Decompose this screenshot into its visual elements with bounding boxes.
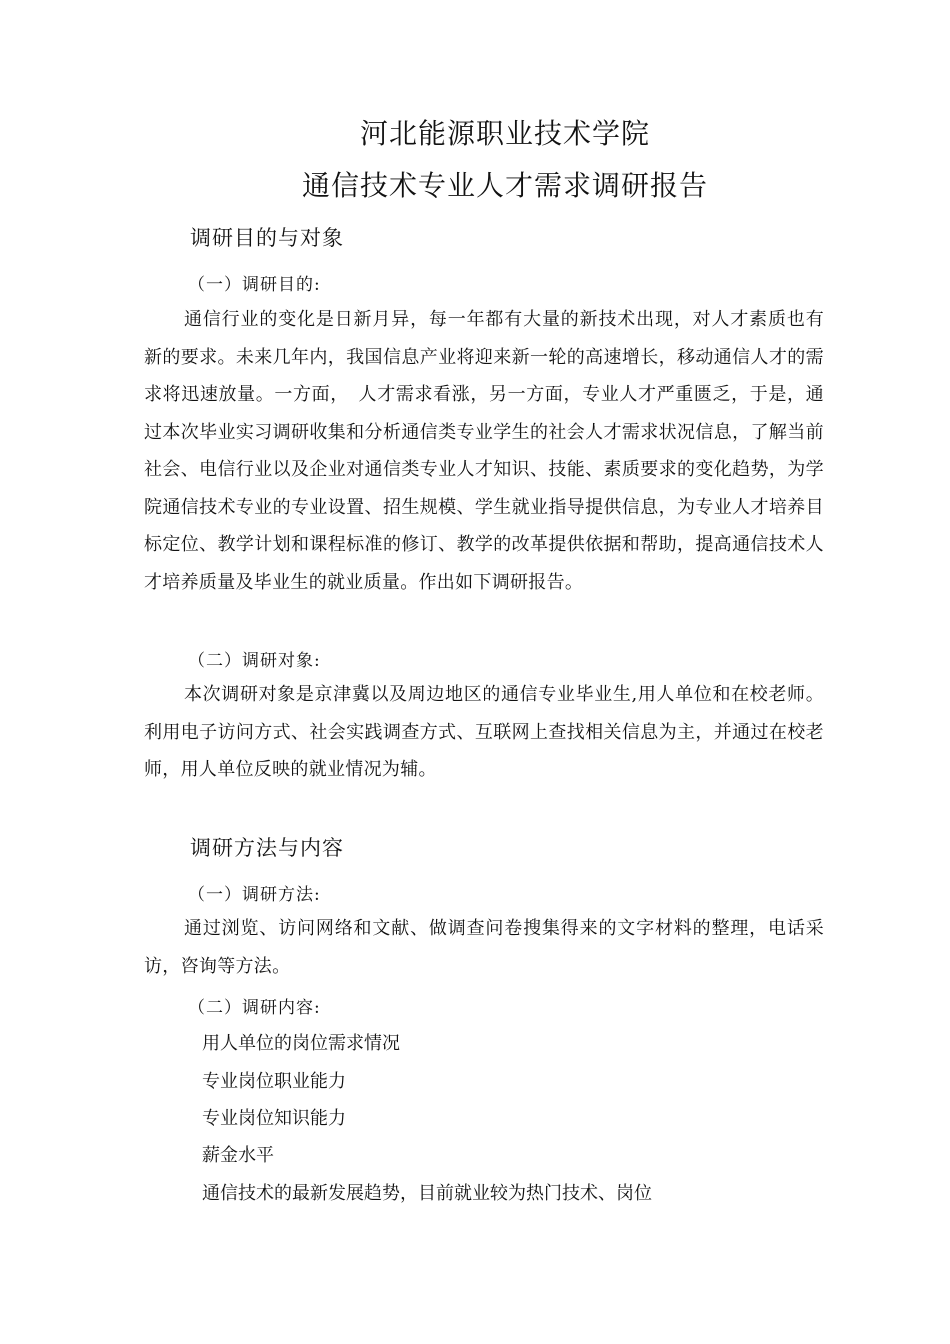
document-title-line-1: 河北能源职业技术学院 [359, 117, 650, 150]
subheading-method: （一）调研方法: [188, 885, 321, 905]
paragraph-purpose: 通信行业的变化是日新月异，每一年都有大量的新技术出现，对人才素质也有新的要求。未来几年内，我国信息产业将迎来新一轮的高速增长，移动通信人才的需求将迅速放量。一方面， 人才需求看涨，另一方面，专业人才严重匮乏，于是，通过本次毕业实习调研收集和分析通信类专业学生的社会人才需求状况信息，了解当前社会、电信行业以及企业对通信类专业人才知识、技能、素质要求的变化趋势，为学院通信技术专业的专业设置、招生规模、学生就业指导提供信息，为专业人才培养目标定位、教学计划和课程标准的修订、教学的改革提供依据和帮助，提高通信技术人才培养质量及毕业生的就业质量。作出如下调研报告。 [144, 309, 824, 593]
section-heading-purpose: 调研目的与对象 [190, 226, 344, 250]
content-list-item: 专业岗位知识能力 [202, 1108, 346, 1129]
content-list-item: 通信技术的最新发展趋势，目前就业较为热门技术、岗位 [202, 1183, 652, 1204]
content-list-item: 用人单位的岗位需求情况 [202, 1033, 400, 1054]
section-heading-method: 调研方法与内容 [190, 836, 344, 860]
content-list-item: 专业岗位职业能力 [202, 1071, 346, 1092]
content-list-item: 薪金水平 [202, 1145, 274, 1166]
subheading-purpose: （一）调研目的: [188, 275, 321, 295]
paragraph-target: 本次调研对象是京津冀以及周边地区的通信专业毕业生,用人单位和在校老师。利用电子访问方式、社会实践调查方式、互联网上查找相关信息为主，并通过在校老师，用人单位反映的就业情况为辅。 [144, 684, 824, 780]
subheading-target: （二）调研对象: [188, 651, 321, 671]
paragraph-method: 通过浏览、访问网络和文献、做调查问卷搜集得来的文字材料的整理，电话采访，咨询等方法。 [144, 918, 824, 977]
document-title-line-2: 通信技术专业人才需求调研报告 [301, 169, 708, 202]
subheading-content: （二）调研内容: [188, 998, 321, 1018]
